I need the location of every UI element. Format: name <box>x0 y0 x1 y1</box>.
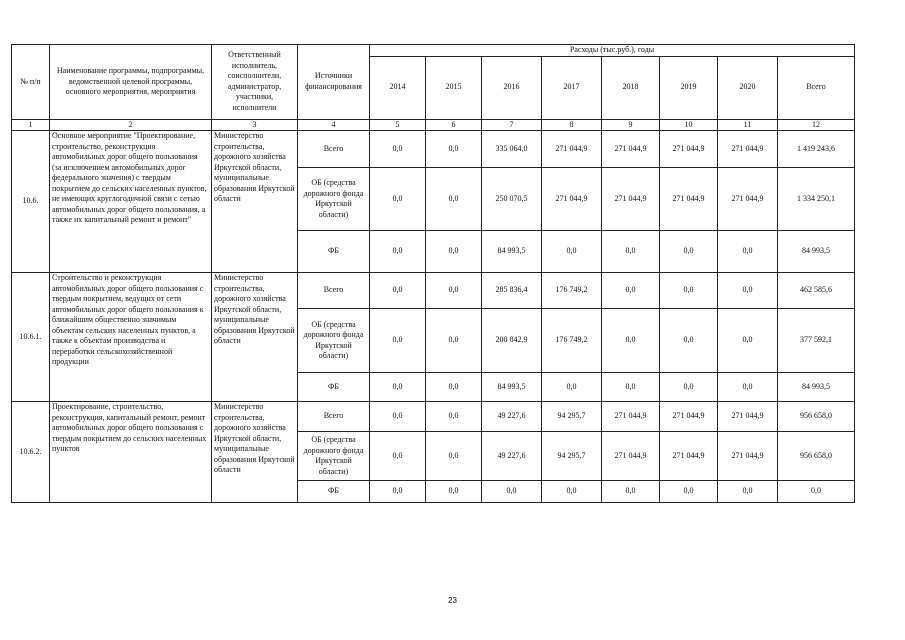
value-cell: 271 044,9 <box>602 131 660 168</box>
value-cell: 271 044,9 <box>542 168 602 231</box>
header-year: 2014 <box>370 56 426 119</box>
value-cell: 0,0 <box>602 481 660 503</box>
value-cell: 0,0 <box>426 373 482 402</box>
column-number: 5 <box>370 119 426 131</box>
header-total: Всего <box>778 56 855 119</box>
source-label: ФБ <box>298 231 370 273</box>
header-num: № п/п <box>12 45 50 120</box>
value-cell: 0,0 <box>370 373 426 402</box>
value-cell-total: 0,0 <box>778 481 855 503</box>
source-label: ОБ (средства дорожного фонда Иркутской области) <box>298 168 370 231</box>
header-year: 2018 <box>602 56 660 119</box>
value-cell: 0,0 <box>370 309 426 373</box>
row-responsible: Министерство строительства, дорожного хозяйства Иркутской области, муниципальные образования Иркутской области <box>212 131 298 273</box>
value-cell: 271 044,9 <box>660 402 718 432</box>
row-num: 10.6. <box>12 131 50 273</box>
value-cell: 0,0 <box>718 373 778 402</box>
value-cell: 271 044,9 <box>660 168 718 231</box>
column-number: 12 <box>778 119 855 131</box>
value-cell: 0,0 <box>370 273 426 309</box>
value-cell: 84 993,5 <box>482 231 542 273</box>
value-cell: 176 749,2 <box>542 309 602 373</box>
value-cell: 0,0 <box>542 481 602 503</box>
value-cell: 0,0 <box>602 273 660 309</box>
value-cell: 335 064,0 <box>482 131 542 168</box>
value-cell: 0,0 <box>426 131 482 168</box>
row-name: Строительство и реконструкция автомобильных дорог общего пользования с твердым покрытием, ведущих от сети автомобильных дорог общего пользования к ближайшим общественно значимым объектам сельских населенных пунктов, а также к объектам производства и переработки сельскохозяйственной продукции <box>50 273 212 402</box>
value-cell: 49 227,6 <box>482 402 542 432</box>
value-cell: 0,0 <box>660 273 718 309</box>
value-cell: 0,0 <box>542 373 602 402</box>
column-number: 9 <box>602 119 660 131</box>
source-label: Всего <box>298 273 370 309</box>
value-cell: 176 749,2 <box>542 273 602 309</box>
value-cell-total: 377 592,1 <box>778 309 855 373</box>
value-cell: 0,0 <box>602 231 660 273</box>
value-cell: 0,0 <box>542 231 602 273</box>
value-cell: 0,0 <box>426 273 482 309</box>
header-source: Источники финансирования <box>298 45 370 120</box>
value-cell: 285 836,4 <box>482 273 542 309</box>
page-number: 23 <box>448 596 457 605</box>
value-cell: 0,0 <box>370 231 426 273</box>
row-responsible: Министерство строительства, дорожного хозяйства Иркутской области, муниципальные образования Иркутской области <box>212 273 298 402</box>
source-label: ФБ <box>298 373 370 402</box>
value-cell-total: 84 993,5 <box>778 231 855 273</box>
value-cell: 0,0 <box>482 481 542 503</box>
value-cell-total: 1 334 250,1 <box>778 168 855 231</box>
value-cell: 0,0 <box>660 373 718 402</box>
value-cell-total: 956 658,0 <box>778 432 855 481</box>
value-cell: 0,0 <box>426 481 482 503</box>
value-cell: 0,0 <box>426 432 482 481</box>
header-year: 2016 <box>482 56 542 119</box>
value-cell: 271 044,9 <box>718 131 778 168</box>
value-cell: 0,0 <box>426 231 482 273</box>
value-cell: 271 044,9 <box>602 168 660 231</box>
value-cell: 0,0 <box>370 168 426 231</box>
value-cell-total: 1 419 243,6 <box>778 131 855 168</box>
table-row <box>12 402 855 432</box>
header-responsible: Ответственный исполнитель, соисполнители, администратор, участники, исполнители <box>212 45 298 120</box>
value-cell: 0,0 <box>718 309 778 373</box>
value-cell: 49 227,6 <box>482 432 542 481</box>
header-year: 2020 <box>718 56 778 119</box>
value-cell: 0,0 <box>370 481 426 503</box>
value-cell: 0,0 <box>426 168 482 231</box>
value-cell: 84 993,5 <box>482 373 542 402</box>
column-number: 2 <box>50 119 212 131</box>
header-year: 2017 <box>542 56 602 119</box>
value-cell: 0,0 <box>370 402 426 432</box>
value-cell: 94 295,7 <box>542 402 602 432</box>
header-year: 2019 <box>660 56 718 119</box>
column-number: 10 <box>660 119 718 131</box>
source-label: ОБ (средства дорожного фонда Иркутской области) <box>298 309 370 373</box>
source-label: ФБ <box>298 481 370 503</box>
value-cell: 0,0 <box>426 402 482 432</box>
row-name: Основное мероприятие "Проектирование, строительство, реконструкция автомобильных дорог общего пользования (за исключением автомобильных дорог федерального значения) с твердым покрытием до сельских населенных пунктов, не имеющих круглогодичной связи с сетью автомобильных дорог общего пользования, а также их капитальный ремонт и ремонт" <box>50 131 212 273</box>
value-cell: 0,0 <box>370 432 426 481</box>
source-label: ОБ (средства дорожного фонда Иркутской области) <box>298 432 370 481</box>
column-number: 11 <box>718 119 778 131</box>
value-cell: 0,0 <box>718 231 778 273</box>
value-cell: 0,0 <box>370 131 426 168</box>
value-cell: 0,0 <box>426 309 482 373</box>
value-cell: 271 044,9 <box>718 432 778 481</box>
value-cell: 200 842,9 <box>482 309 542 373</box>
value-cell: 94 295,7 <box>542 432 602 481</box>
value-cell: 271 044,9 <box>660 432 718 481</box>
value-cell: 0,0 <box>718 481 778 503</box>
table-row <box>12 131 855 168</box>
value-cell: 271 044,9 <box>602 432 660 481</box>
row-name: Проектирование, строительство, реконструкция, капитальный ремонт, ремонт автомобильных дорог общего пользования с твердым покрытием до сельских населенных пунктов <box>50 402 212 503</box>
row-num: 10.6.2. <box>12 402 50 503</box>
value-cell: 0,0 <box>602 373 660 402</box>
header-year: 2015 <box>426 56 482 119</box>
value-cell: 0,0 <box>602 309 660 373</box>
source-label: Всего <box>298 402 370 432</box>
value-cell: 271 044,9 <box>542 131 602 168</box>
header-expenses-title: Расходы (тыс.руб.), годы <box>370 45 855 57</box>
value-cell: 271 044,9 <box>602 402 660 432</box>
value-cell: 250 070,5 <box>482 168 542 231</box>
value-cell: 0,0 <box>660 481 718 503</box>
column-number: 1 <box>12 119 50 131</box>
column-number: 8 <box>542 119 602 131</box>
value-cell: 0,0 <box>660 309 718 373</box>
source-label: Всего <box>298 131 370 168</box>
value-cell-total: 956 658,0 <box>778 402 855 432</box>
value-cell: 0,0 <box>660 231 718 273</box>
value-cell: 271 044,9 <box>718 402 778 432</box>
row-num: 10.6.1. <box>12 273 50 402</box>
column-number: 4 <box>298 119 370 131</box>
value-cell: 0,0 <box>718 273 778 309</box>
header-name: Наименование программы, подпрограммы, ведомственной целевой программы, основного мероприятия, мероприятия <box>50 45 212 120</box>
value-cell: 271 044,9 <box>718 168 778 231</box>
budget-table <box>11 44 855 503</box>
table-row <box>12 273 855 309</box>
value-cell: 271 044,9 <box>660 131 718 168</box>
column-number: 3 <box>212 119 298 131</box>
value-cell-total: 462 585,6 <box>778 273 855 309</box>
column-number: 7 <box>482 119 542 131</box>
column-number: 6 <box>426 119 482 131</box>
row-responsible: Министерство строительства, дорожного хозяйства Иркутской области, муниципальные образования Иркутской области <box>212 402 298 503</box>
value-cell-total: 84 993,5 <box>778 373 855 402</box>
